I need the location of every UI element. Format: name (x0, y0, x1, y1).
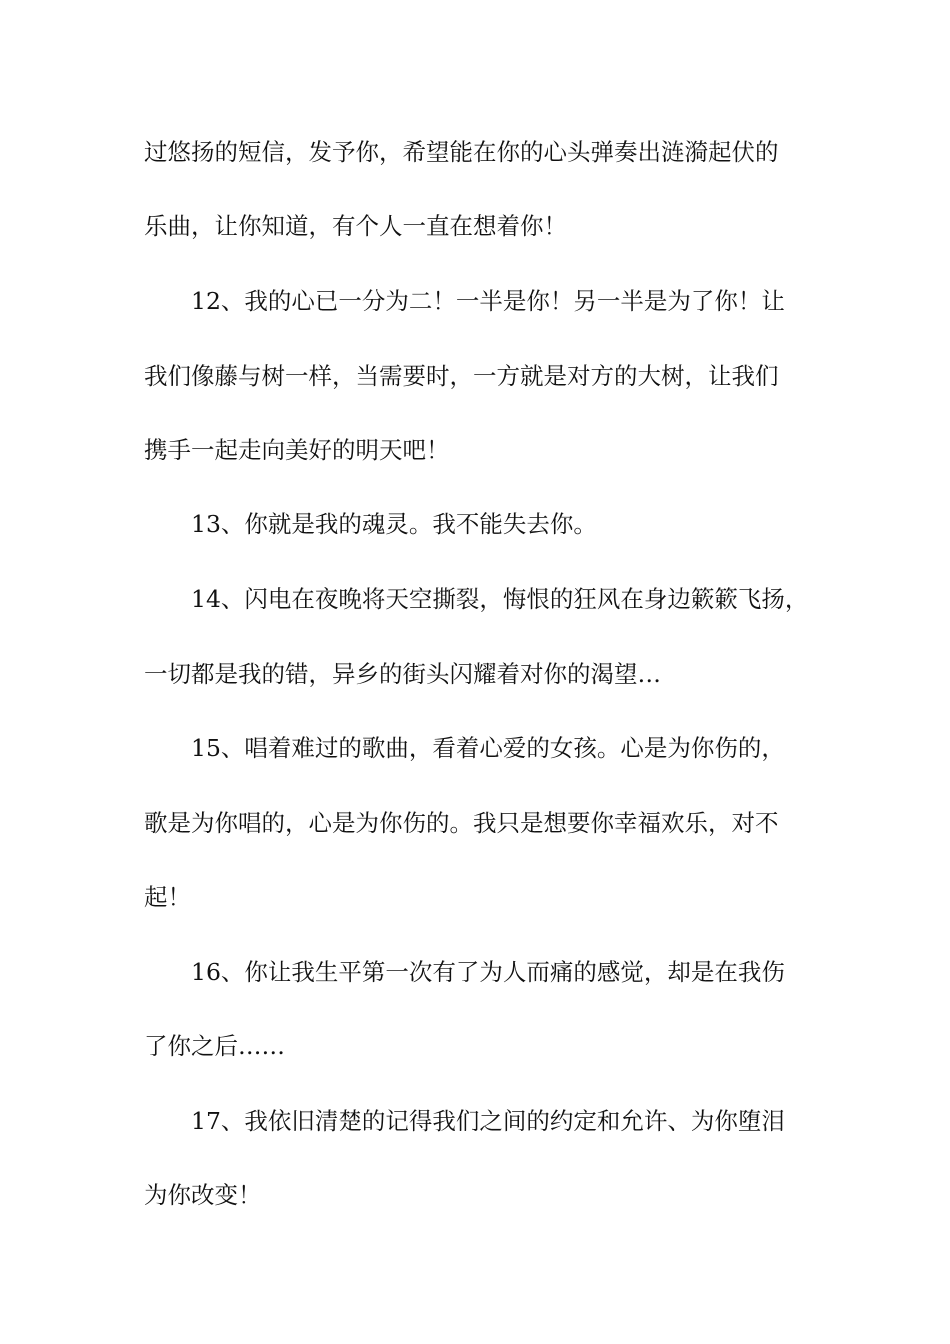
text-line: 乐曲，让你知道，有个人一直在想着你！ (144, 212, 567, 240)
text-line: 了你之后…… (144, 1032, 285, 1060)
text-line: 我们像藤与树一样，当需要时，一方就是对方的大树，让我们 (144, 362, 779, 390)
paragraph-16-start: 16、你让我生平第一次有了为人而痛的感觉，却是在我伤 (191, 958, 785, 986)
paragraph-13: 13、你就是我的魂灵。我不能失去你。 (191, 510, 597, 538)
text-line: 歌是为你唱的，心是为你伤的。我只是想要你幸福欢乐，对不 (144, 809, 779, 837)
text-line: 一切都是我的错，异乡的街头闪耀着对你的渴望… (144, 660, 661, 688)
paragraph-17-start: 17、我依旧清楚的记得我们之间的约定和允许、为你堕泪 (191, 1107, 785, 1135)
text-line: 起！ (144, 883, 191, 911)
text-line: 过悠扬的短信，发予你，希望能在你的心头弹奏出涟漪起伏的 (144, 138, 779, 166)
paragraph-15-start: 15、唱着难过的歌曲，看着心爱的女孩。心是为你伤的， (191, 734, 785, 762)
paragraph-12-start: 12、我的心已一分为二！一半是你！另一半是为了你！让 (191, 287, 785, 315)
text-line: 携手一起走向美好的明天吧！ (144, 436, 450, 464)
paragraph-14-start: 14、闪电在夜晚将天空撕裂，悔恨的狂风在身边簌簌飞扬， (191, 585, 809, 613)
text-line: 为你改变！ (144, 1181, 262, 1209)
